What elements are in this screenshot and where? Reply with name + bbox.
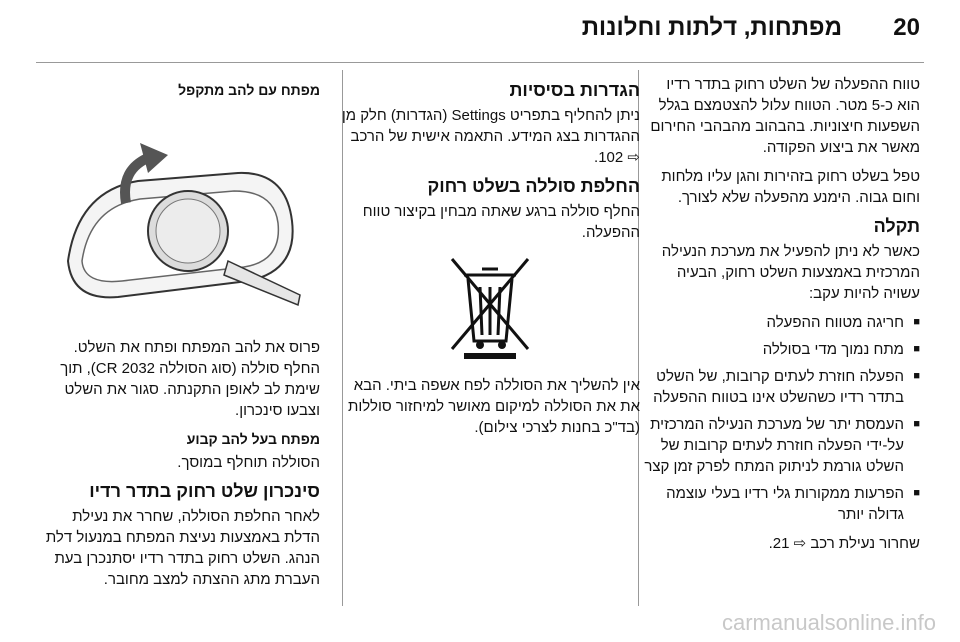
settings-paragraph: ניתן להחליף בתפריט Settings (הגדרות) חלק מן ההגדרות בצג המידע. התאמה אישית של הרכב ⇨ 102. <box>341 107 640 166</box>
list-item: ■ חריגה מטווח ההפעלה <box>644 312 920 333</box>
fault-heading: תקלה <box>873 216 920 236</box>
list-item: ■ הפרעות ממקורות גלי רדיו בעלי עוצמה גדולה יותר <box>644 483 920 525</box>
folding-key-heading: מפתח עם להב מתקפל <box>178 82 320 98</box>
header-divider <box>36 62 924 63</box>
sync-heading: סינכרון שלט רחוק בתדר רדיו <box>89 481 320 501</box>
unlock-reference: שחרור נעילת רכב ⇨ 21. <box>768 535 920 552</box>
battery-paragraph: החלף סוללה ברגע שאתה מבחין בקיצור טווח ההפעלה. <box>362 203 640 241</box>
column-settings-and-battery <box>340 74 640 446</box>
fault-intro: כאשר לא ניתן להפעיל את מערכת הנעילה המרכזית באמצעות השלט רחוק, הבעיה עשויה להיות עקב: <box>661 243 920 302</box>
folding-key-paragraph: פרוס את להב המפתח ופתח את השלט. החלף סוללה (סוג הסוללה CR 2032), תוך שימת לב לאופן התקנתה. סגור את השלט וצבעו סינכרון. <box>60 339 320 419</box>
sync-paragraph: לאחר החלפת הסוללה, שחרר את נעילת הדלת באמצעות נעיצת המפתח במנעול דלת הנהג. השלט רחוק בתדר רדיו יסתנכרן בעת העברת מתג ההצתה למצב מחובר. <box>45 508 320 588</box>
crossed-bin-icon <box>442 253 538 363</box>
watermark: carmanualsonline.info <box>721 610 936 635</box>
key-battery-illustration <box>48 111 310 325</box>
disposal-paragraph: אין להשליך את הסוללה לפח אשפה ביתי. הבא את את הסוללה למיקום מאושר למיחזור סוללות (בד"כ בחנות לצרכי צילום). <box>347 377 640 436</box>
fault-list <box>644 312 920 525</box>
page-title: מפתחות, דלתות וחלונות <box>581 14 842 41</box>
list-item: ■ מתח נמוך מדי בסוללה <box>644 339 920 360</box>
list-item: ■ הפעלה חוזרת לעתים קרובות, של השלט בתדר רדיו כשהשלט אינו בטווח ההפעלה <box>644 366 920 408</box>
fixed-key-heading: מפתח בעל להב קבוע <box>186 431 320 447</box>
page-number: 20 <box>893 14 920 41</box>
battery-heading: החלפת סוללה בשלט רחוק <box>427 176 640 196</box>
column-key-battery-replacement <box>38 74 320 598</box>
care-paragraph: טפל בשלט רחוק בזהירות והגן עליו מלחות וחום גבוה. הימנע מהפעלה שלא לצורך. <box>661 168 920 206</box>
list-item: ■ העמסת יתר של מערכת הנעילה המרכזית על-ידי הפעלה חוזרת לעתים קרובות של השלט גורמת לניתוק המתח לפרק זמן קצר <box>644 414 920 477</box>
column-range-and-fault <box>644 74 920 562</box>
fixed-key-paragraph: הסוללה תוחלף במוסך. <box>177 454 320 471</box>
range-paragraph: טווח ההפעלה של השלט רחוק בתדר רדיו הוא כ-5 מטר. הטווח עלול להצטמצם בגלל השפעות חיצוניות. בהבהוב מהבהבי החירום מאשר את ביצוע הפקודה. <box>650 76 920 156</box>
page-header <box>0 0 960 62</box>
settings-heading: הגדרות בסיסיות <box>509 80 640 100</box>
